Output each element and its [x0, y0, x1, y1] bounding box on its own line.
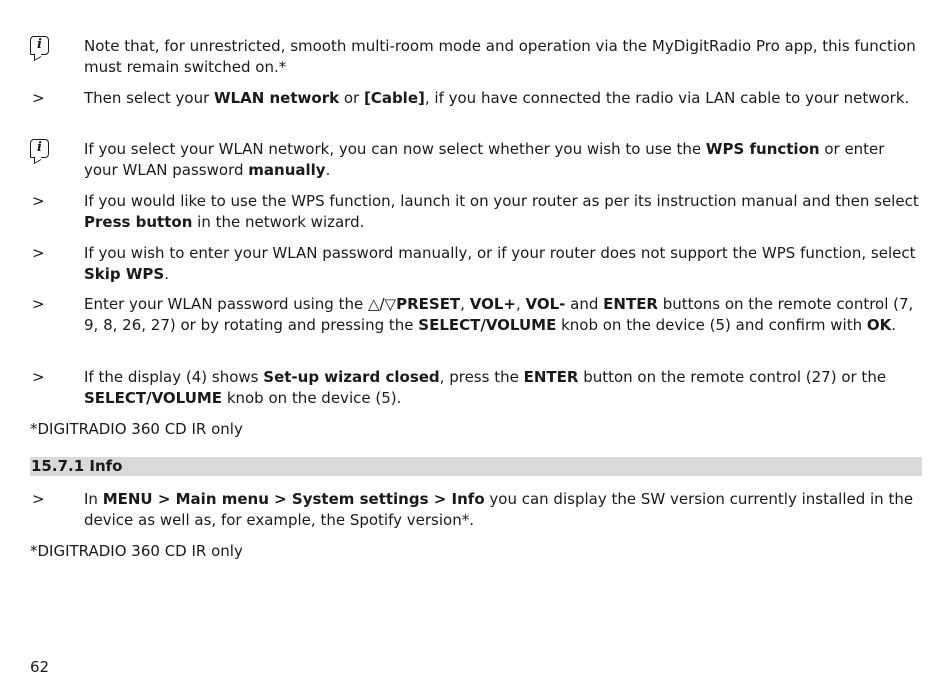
- step-marker: >: [32, 192, 45, 210]
- page-number: 62: [30, 658, 50, 676]
- step-marker: >: [32, 295, 45, 313]
- section-header-bar: [30, 457, 922, 476]
- step-text: Then select your WLAN network or [Cable], if you have connected the radio via LAN cable to your network.: [84, 89, 910, 107]
- step-text: If you would like to use the WPS function, launch it on your router as per its instruction manual and then select Press button in the network wizard.: [84, 192, 919, 231]
- step-text: In MENU > Main menu > System settings > Info you can display the SW version currently installed in the device as well as, for example, the Spotify version*.: [84, 490, 914, 529]
- step-text: If you wish to enter your WLAN password manually, or if your router does not support the WPS function, select Skip WPS.: [84, 244, 916, 283]
- step-marker: >: [32, 490, 45, 508]
- step-text: If the display (4) shows Set-up wizard closed, press the ENTER button on the remote control (27) or the SELECT/VOLUME knob on the device (5).: [84, 368, 887, 407]
- footnote: *DIGITRADIO 360 CD IR only: [30, 542, 243, 560]
- info-note-text: Note that, for unrestricted, smooth multi-room mode and operation via the MyDigitRadio Pro app, this function must remain switched on.*: [84, 37, 916, 76]
- section-title: 15.7.1 Info: [31, 457, 123, 475]
- step-text: Enter your WLAN password using the △/▽PRESET, VOL+, VOL- and ENTER buttons on the remote control (7, 9, 8, 26, 27) or by rotating and pressing the SELECT/VOLUME knob on the device (5) and confirm with OK.: [84, 295, 914, 334]
- step-marker: >: [32, 244, 45, 262]
- info-icon: [30, 36, 58, 61]
- footnote: *DIGITRADIO 360 CD IR only: [30, 420, 243, 438]
- step-marker: >: [32, 89, 45, 107]
- info-icon: [30, 139, 58, 164]
- step-marker: >: [32, 368, 45, 386]
- info-note-text: If you select your WLAN network, you can now select whether you wish to use the WPS function or enter your WLAN password manually.: [84, 140, 885, 179]
